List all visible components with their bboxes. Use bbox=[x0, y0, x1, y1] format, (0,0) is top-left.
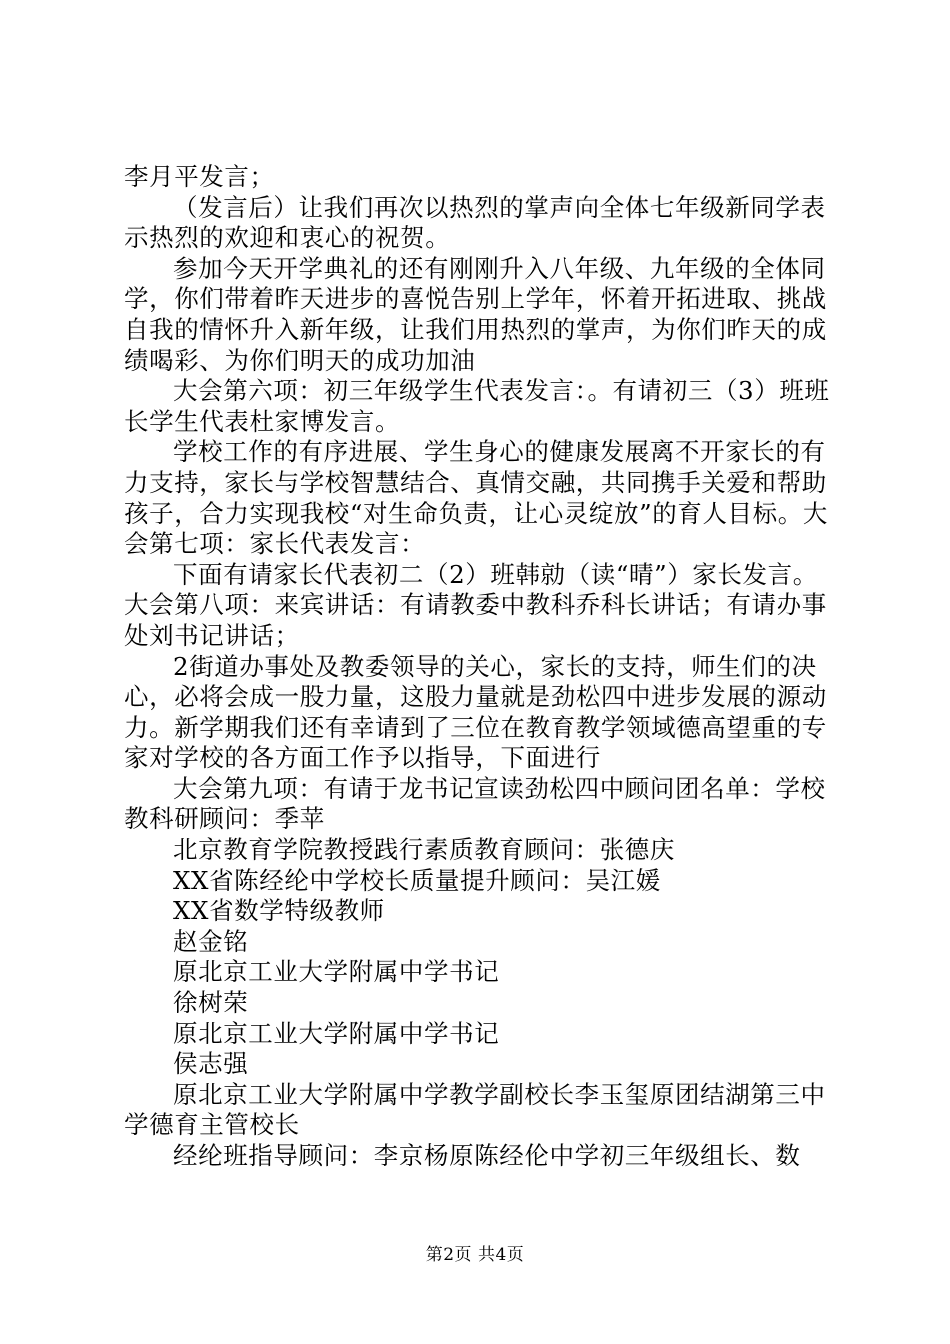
paragraph: 侯志强 bbox=[173, 1049, 249, 1079]
paragraph: 原北京工业大学附属中学书记 bbox=[173, 957, 500, 987]
paragraph: 北京教育学院教授践行素质教育顾问：张德庆 bbox=[173, 835, 675, 865]
paragraph: XX省数学特级教师 bbox=[173, 896, 385, 926]
paragraph: 李月平发言； bbox=[124, 162, 275, 191]
paragraph: 原北京工业大学附属中学教学副校长李玉玺原团结湖第三中学德育主管校长 bbox=[124, 1079, 826, 1140]
paragraph: 下面有请家长代表初二（2）班韩勍（读“晴”）家长发言。大会第八项：来宾讲话：有请教委中教科乔科长讲话；有请办事处刘书记讲话； bbox=[124, 559, 827, 650]
paragraph: （发言后）让我们再次以热烈的掌声向全体七年级新同学表示热烈的欢迎和衷心的祝贺。 bbox=[124, 192, 826, 253]
paragraph: 徐树荣 bbox=[173, 988, 249, 1018]
paragraph: 大会第九项：有请于龙书记宣读劲松四中顾问团名单：学校教科研顾问：季苹 bbox=[124, 773, 826, 834]
paragraph: XX省陈经纶中学校长质量提升顾问：吴江媛 bbox=[173, 865, 661, 895]
paragraph: 赵金铭 bbox=[173, 926, 249, 956]
paragraph: 大会第六项：初三年级学生代表发言：。有请初三（3）班班长学生代表杜家博发言。 bbox=[124, 376, 830, 436]
paragraph: 2街道办事处及教委领导的关心，家长的支持，师生们的决心，必将会成一股力量，这股力量就是劲松四中进步发展的源动力。新学期我们还有幸请到了三位在教育教学领域德高望重的专家对学校的各方面工作予以指导，下面进行 bbox=[124, 651, 827, 773]
paragraph: 经纶班指导顾问：李京杨原陈经伦中学初三年级组长、数 bbox=[173, 1141, 801, 1170]
paragraph: 学校工作的有序进展、学生身心的健康发展离不开家长的有力支持，家长与学校智慧结合、真情交融，共同携手关爱和帮助孩子，合力实现我校“对生命负责，让心灵绽放”的育人目标。大会第七项：家长代表发言： bbox=[124, 437, 828, 559]
page-footer bbox=[0, 1244, 950, 1266]
page-number-label: 第2页 共4页 bbox=[425, 1245, 525, 1265]
document-body bbox=[124, 162, 834, 1172]
paragraph: 参加今天开学典礼的还有刚刚升入八年级、九年级的全体同学，你们带着昨天进步的喜悦告别上学年，怀着开拓进取、挑战自我的情怀升入新年级，让我们用热烈的掌声，为你们昨天的成绩喝彩、为你们明天的成功加油 bbox=[124, 253, 827, 375]
paragraph: 原北京工业大学附属中学书记 bbox=[173, 1018, 500, 1048]
